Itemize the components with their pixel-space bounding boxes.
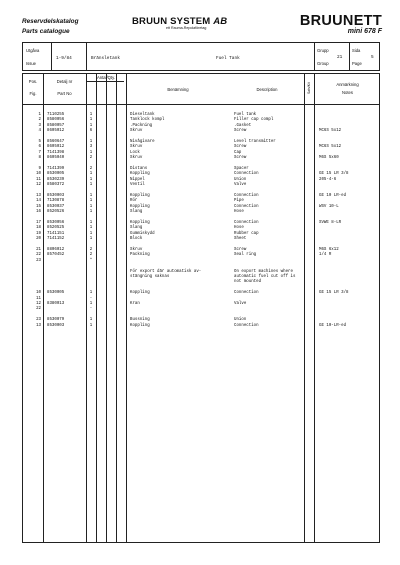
cell-qty: 1 [89,113,93,117]
col-pos-sv: Pos. [28,79,38,84]
cell-part: 8530005 [47,291,65,296]
cell-desc: Filler cap compl [234,118,274,123]
cell-name: Rör [130,199,138,204]
cell-qty: * [89,258,93,263]
cell-part: 8580372 [47,183,65,188]
cell-desc: Rubber cap [234,231,259,236]
cell-part: 8560647 [47,140,65,144]
cell-qty: 1 [89,318,93,323]
brand-logo [132,16,227,30]
cell-name: stängning saknas [130,275,170,279]
cell-desc: Connection [234,204,259,209]
cell-qty: 1 [89,172,93,177]
cell-pos: 15 [36,204,41,209]
cell-desc: Connection [234,172,259,177]
cell-desc: Valve [234,302,247,306]
cell-name: Skruv [130,129,143,134]
cell-qty: - [89,296,93,301]
cell-desc: Screw [234,145,247,150]
cell-name: Koppling [130,221,150,225]
cell-part: 7141151 [47,231,65,236]
table-row [23,324,379,329]
cell-pos: 16 [36,210,41,215]
catalog-title-sv: Reservdelskatalog [22,18,79,25]
cell-desc: Level transmitter [234,140,276,144]
brand-subtitle: ett Rauma-Repolaföretag [166,26,207,30]
group-label-sv: Grupp [317,48,329,53]
cell-pos: 10 [36,291,41,296]
cell-desc: Connection [234,291,259,296]
cell-name: Lock [130,150,140,155]
cell-desc: not mounted [234,280,262,285]
col-type: Sats/Kit [307,82,311,94]
cell-desc: Union [234,318,247,323]
cell-pos: 22 [36,307,41,312]
cell-name: Slang [130,210,143,215]
cell-part: 8530056 [47,221,65,225]
cell-part: 7141399 [47,167,65,171]
issue-value-cell [51,43,87,70]
cell-desc: Cap [234,150,242,155]
cell-part: 8520525 [47,226,65,231]
cell-pos: 13 [36,194,41,198]
col-desc-en: Description [256,87,278,92]
parts-table [22,73,380,543]
cell-name: Bussning [130,318,150,323]
cell-qty: 2 [89,167,93,171]
cell-part: 8530005 [47,172,65,177]
issue-value: 1-9/84 [56,56,72,61]
product-model: mini 678 F [347,28,382,35]
cell-note: SVWE 8-LR [319,221,342,225]
cell-name: Nivågivare [130,140,155,144]
product-name: BRUUNETT [299,13,382,29]
cell-qty: 1 [89,323,93,328]
cell-desc: Union [234,177,247,182]
cell-desc: Connection [234,221,259,225]
cell-qty: 1 [89,302,93,306]
cell-desc: On export machines where [234,269,293,274]
cell-note: WSV 10-L [319,204,339,209]
cell-part: 7141152 [47,237,65,242]
group-name-en: Fuel Tank [216,56,240,61]
cell-pos: 1 [38,113,41,117]
cell-pos: 9 [38,167,41,171]
cell-part: 8806012 [47,248,65,252]
cell-note: GE 10 LR-ed [319,194,347,198]
cell-part: 8530037 [47,204,65,209]
cell-pos: 6 [38,145,41,150]
cell-qty: 1 [89,118,93,123]
cell-qty: 1 [89,199,93,204]
cell-qty: 1 [89,204,93,209]
header-rule [23,104,379,105]
cell-note: M6S 5x60 [319,156,339,161]
cell-name: Koppling [130,204,150,209]
cell-part: 7130878 [47,199,65,204]
cell-name: Koppling [130,323,150,328]
cell-name: Koppling [130,291,150,296]
cell-name: Nippel [130,177,145,182]
cell-desc: Valve [234,183,247,188]
cell-qty: 1 [89,194,93,198]
cell-name: Gummiskydd [130,231,155,236]
cell-pos: 17 [36,221,41,225]
cell-name: Ventil [130,183,145,188]
cell-part: 8570452 [47,253,65,258]
cell-qty: - [89,307,93,312]
cell-pos: 3 [38,123,41,128]
cell-pos: 7 [38,150,41,155]
cell-desc: Screw [234,156,247,161]
cell-pos: 19 [36,231,41,236]
qty-rule [86,81,124,82]
cell-pos: 23 [36,258,41,263]
cell-name: Distans [130,167,148,171]
cell-desc: Fuel tank [234,113,257,117]
page-label-sv: Sida [352,48,361,53]
page-value: 5 [371,55,374,60]
col-qty: Antal/Qty. [96,75,116,80]
cell-pos: 14 [36,199,41,204]
cell-note: GE 10-LR-ed [319,323,347,328]
cell-part: 8605012 [47,129,65,134]
cell-desc: Hose [234,226,244,231]
cell-qty: 1 [89,123,93,128]
cell-qty: 2 [89,248,93,252]
cell-name: Block [130,237,143,242]
cell-name: Tanklock kompl [130,118,165,123]
group-value: 21 [337,55,343,60]
cell-qty: 1 [89,221,93,225]
info-box [22,42,380,71]
cell-name: Packning [130,253,150,258]
cell-note: MC6S 5x12 [319,129,342,134]
cell-qty: 1 [89,210,93,215]
cell-note: 205-4-6 [319,177,337,182]
cell-pos: 21 [36,248,41,252]
cell-part: 7141398 [47,150,65,155]
cell-name: För export där automatisk av- [130,269,202,274]
cell-desc: Screw [234,248,247,252]
cell-note: GE 15 LR 3/8 [319,291,349,296]
group-name-sv: Bränsletank [91,56,120,61]
cell-qty: 1 [89,237,93,242]
page-label-en: Page [352,61,362,66]
cell-qty: 1 [89,291,93,296]
cell-desc: Sheet [234,237,247,242]
cell-name: Skruv [130,156,143,161]
cell-qty: 6 [89,129,93,134]
cell-pos: 12 [36,183,41,188]
cell-qty: 1 [89,226,93,231]
cell-part: 8605040 [47,156,65,161]
brand-ab: AB [213,16,228,27]
cell-desc: Screw [234,129,247,134]
group-label-en: Group [317,61,329,66]
cell-desc: Connection [234,323,259,328]
group-cell [314,43,350,70]
page-cell [349,43,381,70]
col-remark-en: Notes [342,90,353,95]
cell-qty: 2 [89,156,93,161]
cell-desc: Spacer [234,167,249,171]
cell-pos: 13 [36,323,41,328]
cell-pos: 4 [38,129,41,134]
brand-name: BRUUN SYSTEM [132,16,211,27]
issue-label-en: Issue [26,61,37,66]
cell-desc: Pipe [234,199,244,204]
cell-pos: 5 [38,140,41,144]
col-remark-sv: Anmärkning [336,82,359,87]
cell-qty: 3 [89,145,93,150]
cell-qty: 1 [89,177,93,182]
cell-qty: 2 [89,253,93,258]
cell-name: .Packning [130,123,153,128]
cell-note: M6S 6x12 [319,248,339,252]
cell-desc: .Gasket [234,123,252,128]
col-partno-sv: Detalj nr [56,79,73,84]
cell-qty: 1 [89,231,93,236]
cell-note: MC6S 5x12 [319,145,342,150]
cell-pos: 2 [38,118,41,123]
col-pos-en: Fig. [29,91,37,96]
cell-part: 8380013 [47,302,65,306]
cell-name: Skruv [130,248,143,252]
cell-desc: Hose [234,210,244,215]
issue-label-cell [23,43,52,70]
cell-qty: 1 [89,140,93,144]
cell-desc: Seal ring [234,253,257,258]
cell-name: Kran [130,302,140,306]
cell-part: 8580057 [47,123,65,128]
cell-name: Koppling [130,194,150,198]
catalog-title-en: Parts catalogue [22,28,70,35]
cell-pos: 23 [36,318,41,323]
cell-pos: 22 [36,253,41,258]
cell-name: Koppling [130,172,150,177]
cell-part: 8530079 [47,318,65,323]
cell-pos: 12 [36,302,41,306]
cell-part: 8520526 [47,210,65,215]
cell-part: 8580056 [47,118,65,123]
cell-name: Slang [130,226,143,231]
cell-desc: Connection [234,194,259,198]
col-partno-en: Part No [57,91,72,96]
cell-desc: automatic fuel cut off is [234,275,296,279]
cell-pos: 11 [36,296,41,301]
cell-note: 1/4 R [319,253,332,258]
cell-pos: 8 [38,156,41,161]
cell-part: 7110255 [47,113,65,117]
cell-part: 8530239 [47,177,65,182]
group-name-cell [86,43,315,70]
issue-label-sv: Utgåva [26,48,40,53]
cell-part: 8605012 [47,145,65,150]
col-name-sv: Benämning [167,87,189,92]
cell-part: 8530003 [47,323,65,328]
cell-name: Dieseltank [130,113,155,117]
cell-pos: 11 [36,177,41,182]
cell-pos: 18 [36,226,41,231]
cell-qty: 1 [89,183,93,188]
cell-pos: 20 [36,237,41,242]
product-title [300,13,382,35]
cell-part: 8530003 [47,194,65,198]
cell-qty: 1 [89,150,93,155]
catalog-title [22,17,78,37]
cell-pos: 10 [36,172,41,177]
cell-note: GE 15 LR 3/8 [319,172,349,177]
cell-name: Skruv [130,145,143,150]
